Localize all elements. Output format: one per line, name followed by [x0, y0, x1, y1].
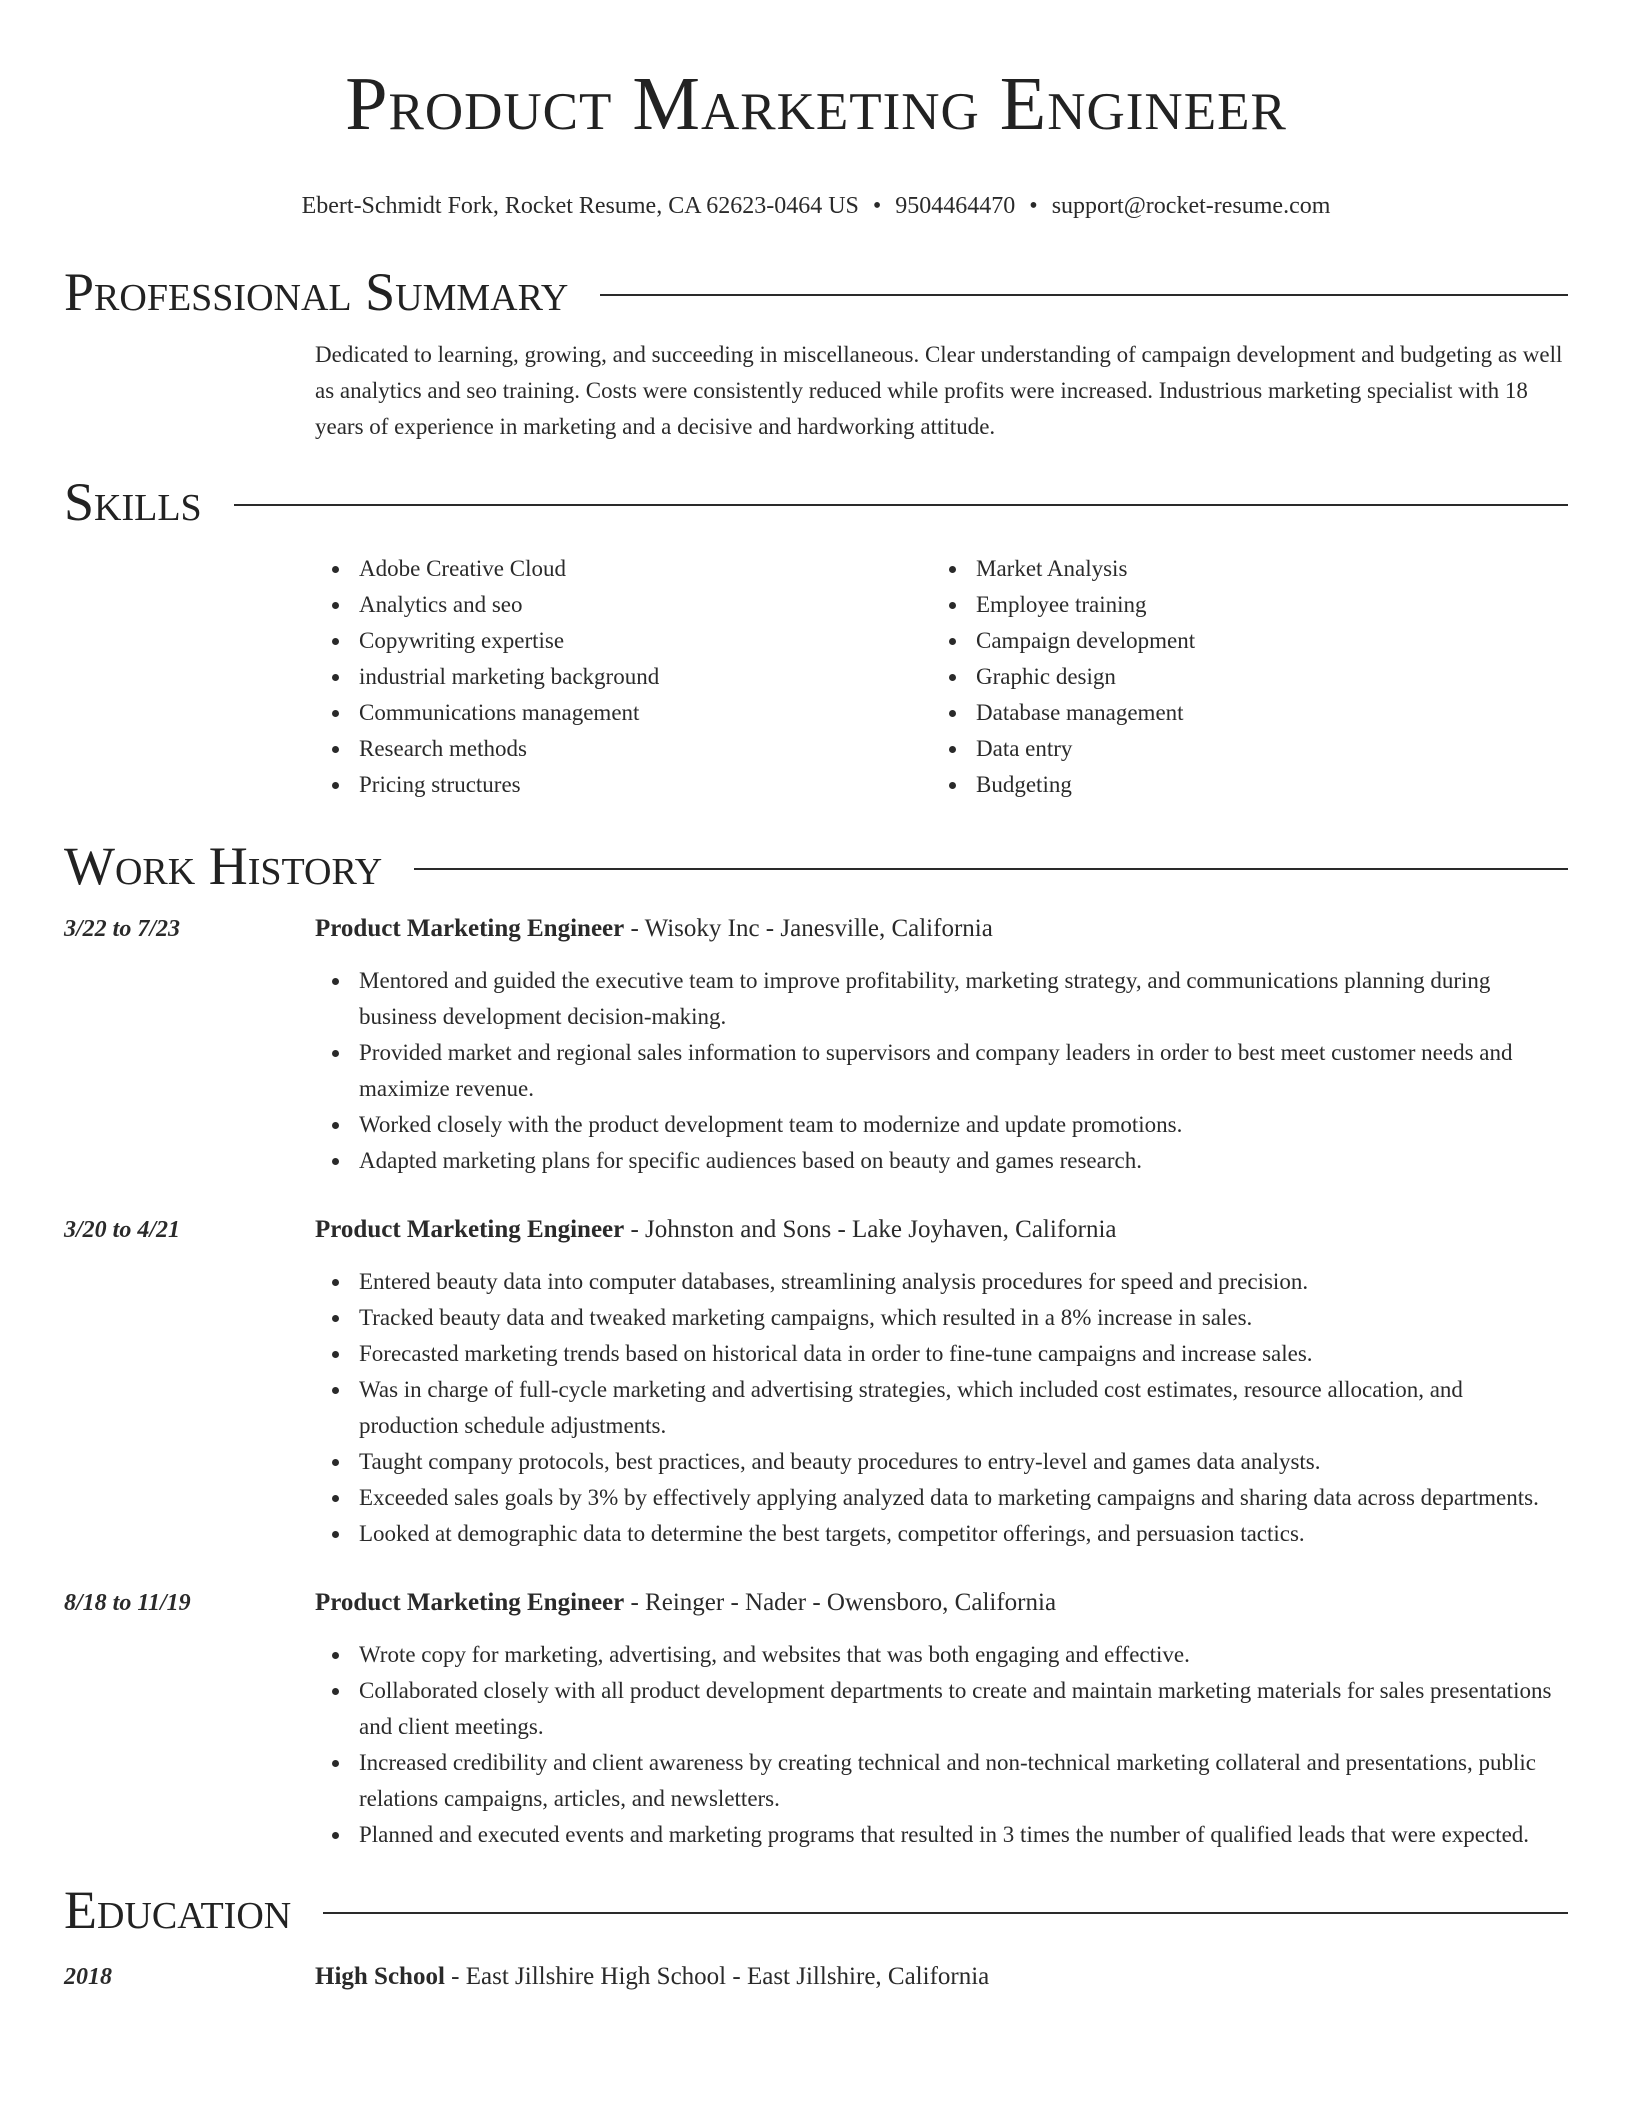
skill-item: Communications management — [359, 695, 932, 731]
skill-item: Analytics and seo — [359, 587, 932, 623]
job-bullets — [315, 963, 1568, 1179]
job-company-location: - Reinger - Nader - Owensboro, California — [624, 1589, 1057, 1616]
job-entry — [64, 911, 1568, 1179]
job-title-line — [315, 911, 993, 947]
job-role: Product Marketing Engineer — [315, 1589, 625, 1616]
job-dates: 8/18 to 11/19 — [64, 1590, 191, 1616]
job-title-line — [315, 1212, 1117, 1248]
job-header — [64, 1585, 1568, 1621]
education-degree: High School — [315, 1963, 445, 1990]
job-role: Product Marketing Engineer — [315, 1216, 625, 1243]
section-divider — [234, 504, 1568, 506]
summary-title: Professional Summary — [64, 262, 569, 322]
job-title-line — [315, 1585, 1056, 1621]
section-heading — [64, 831, 1568, 901]
skills-column-left — [315, 551, 932, 803]
job-bullet: Provided market and regional sales information to supervisors and company leaders in order to best meet customer needs and maximize revenue. — [359, 1035, 1568, 1107]
work-history-title: Work History — [64, 836, 383, 896]
skills-list-right — [932, 551, 1549, 803]
job-bullet: Wrote copy for marketing, advertising, and websites that was both engaging and effective. — [359, 1637, 1568, 1673]
summary-section — [64, 257, 1568, 445]
contact-address: Ebert-Schmidt Fork, Rocket Resume, CA 62623-0464 US — [301, 193, 859, 219]
job-bullet: Looked at demographic data to determine the best targets, competitor offerings, and persuasion tactics. — [359, 1516, 1568, 1552]
job-entry — [64, 1212, 1568, 1552]
education-header — [64, 1959, 1568, 1995]
job-bullet: Was in charge of full-cycle marketing and advertising strategies, which included cost estimates, resource allocation, and production schedule adjustments. — [359, 1372, 1568, 1444]
section-divider — [414, 868, 1568, 870]
job-bullet: Forecasted marketing trends based on historical data in order to fine-tune campaigns and increase sales. — [359, 1336, 1568, 1372]
section-heading — [64, 467, 1568, 537]
skill-item: Copywriting expertise — [359, 623, 932, 659]
job-role: Product Marketing Engineer — [315, 915, 625, 942]
resume-header — [64, 0, 1568, 222]
contact-separator: • — [1029, 193, 1038, 219]
section-divider — [600, 294, 1568, 296]
skill-item: Employee training — [976, 587, 1549, 623]
job-header — [64, 1212, 1568, 1248]
job-bullet: Exceeded sales goals by 3% by effectively applying analyzed data to marketing campaigns and sharing data across departments. — [359, 1480, 1568, 1516]
skills-list-left — [315, 551, 932, 803]
job-entry — [64, 1585, 1568, 1853]
skill-item: Campaign development — [976, 623, 1549, 659]
work-history-section — [64, 831, 1568, 1853]
skill-item: Market Analysis — [976, 551, 1549, 587]
contact-phone: 9504464470 — [895, 193, 1016, 219]
contact-separator: • — [872, 193, 882, 219]
section-divider — [323, 1912, 1568, 1914]
job-bullet: Entered beauty data into computer databases, streamlining analysis procedures for speed and precision. — [359, 1264, 1568, 1300]
resume-page — [64, 0, 1568, 1995]
section-heading — [64, 257, 1568, 327]
contact-email: support@rocket-resume.com — [1051, 193, 1331, 219]
job-dates: 3/22 to 7/23 — [64, 916, 181, 942]
skill-item: Research methods — [359, 731, 932, 767]
job-bullet: Mentored and guided the executive team to improve profitability, marketing strategy, and communications planning during business development decision-making. — [359, 963, 1568, 1035]
education-title-line — [315, 1959, 989, 1995]
education-entry — [64, 1959, 1568, 1995]
job-bullet: Tracked beauty data and tweaked marketing campaigns, which resulted in a 8% increase in sales. — [359, 1300, 1568, 1336]
job-bullets — [315, 1637, 1568, 1853]
job-dates: 3/20 to 4/21 — [64, 1217, 181, 1243]
contact-line — [64, 190, 1568, 222]
skill-item: Adobe Creative Cloud — [359, 551, 932, 587]
job-bullet: Collaborated closely with all product development departments to create and maintain marketing materials for sales presentations and client meetings. — [359, 1673, 1568, 1745]
skill-item: Pricing structures — [359, 767, 932, 803]
skill-item: Graphic design — [976, 659, 1549, 695]
education-title: Education — [64, 1880, 292, 1940]
skill-item: Database management — [976, 695, 1549, 731]
skills-section — [64, 467, 1568, 803]
skills-grid — [315, 551, 1568, 803]
skill-item: Data entry — [976, 731, 1549, 767]
job-bullets — [315, 1264, 1568, 1552]
job-bullet: Increased credibility and client awareness by creating technical and non-technical marketing collateral and presentations, public relations campaigns, articles, and newsletters. — [359, 1745, 1568, 1817]
candidate-name: Product Marketing Engineer — [345, 62, 1287, 146]
job-header — [64, 911, 1568, 947]
summary-text: Dedicated to learning, growing, and succeeding in miscellaneous. Clear understanding of campaign development and budgeting as well as analytics and seo training. Costs were consistently reduced while profits were increased. Industrious marketing specialist with 18 years of experience in marketing and a decisive and hardworking attitude. — [315, 342, 1563, 439]
skill-item: Budgeting — [976, 767, 1549, 803]
job-company-location: - Wisoky Inc - Janesville, California — [624, 915, 993, 942]
job-bullet: Worked closely with the product development team to modernize and update promotions. — [359, 1107, 1568, 1143]
education-school-location: - East Jillshire High School - East Jillshire, California — [444, 1963, 990, 1990]
education-year: 2018 — [64, 1964, 112, 1990]
skills-title: Skills — [64, 472, 202, 532]
job-company-location: - Johnston and Sons - Lake Joyhaven, California — [624, 1216, 1117, 1243]
job-bullet: Adapted marketing plans for specific audiences based on beauty and games research. — [359, 1143, 1568, 1179]
section-heading — [64, 1875, 1568, 1945]
job-bullet: Taught company protocols, best practices, and beauty procedures to entry-level and games data analysts. — [359, 1444, 1568, 1480]
education-section — [64, 1875, 1568, 1995]
skill-item: industrial marketing background — [359, 659, 932, 695]
job-bullet: Planned and executed events and marketing programs that resulted in 3 times the number of qualified leads that were expected. — [359, 1817, 1568, 1853]
skills-column-right — [932, 551, 1549, 803]
